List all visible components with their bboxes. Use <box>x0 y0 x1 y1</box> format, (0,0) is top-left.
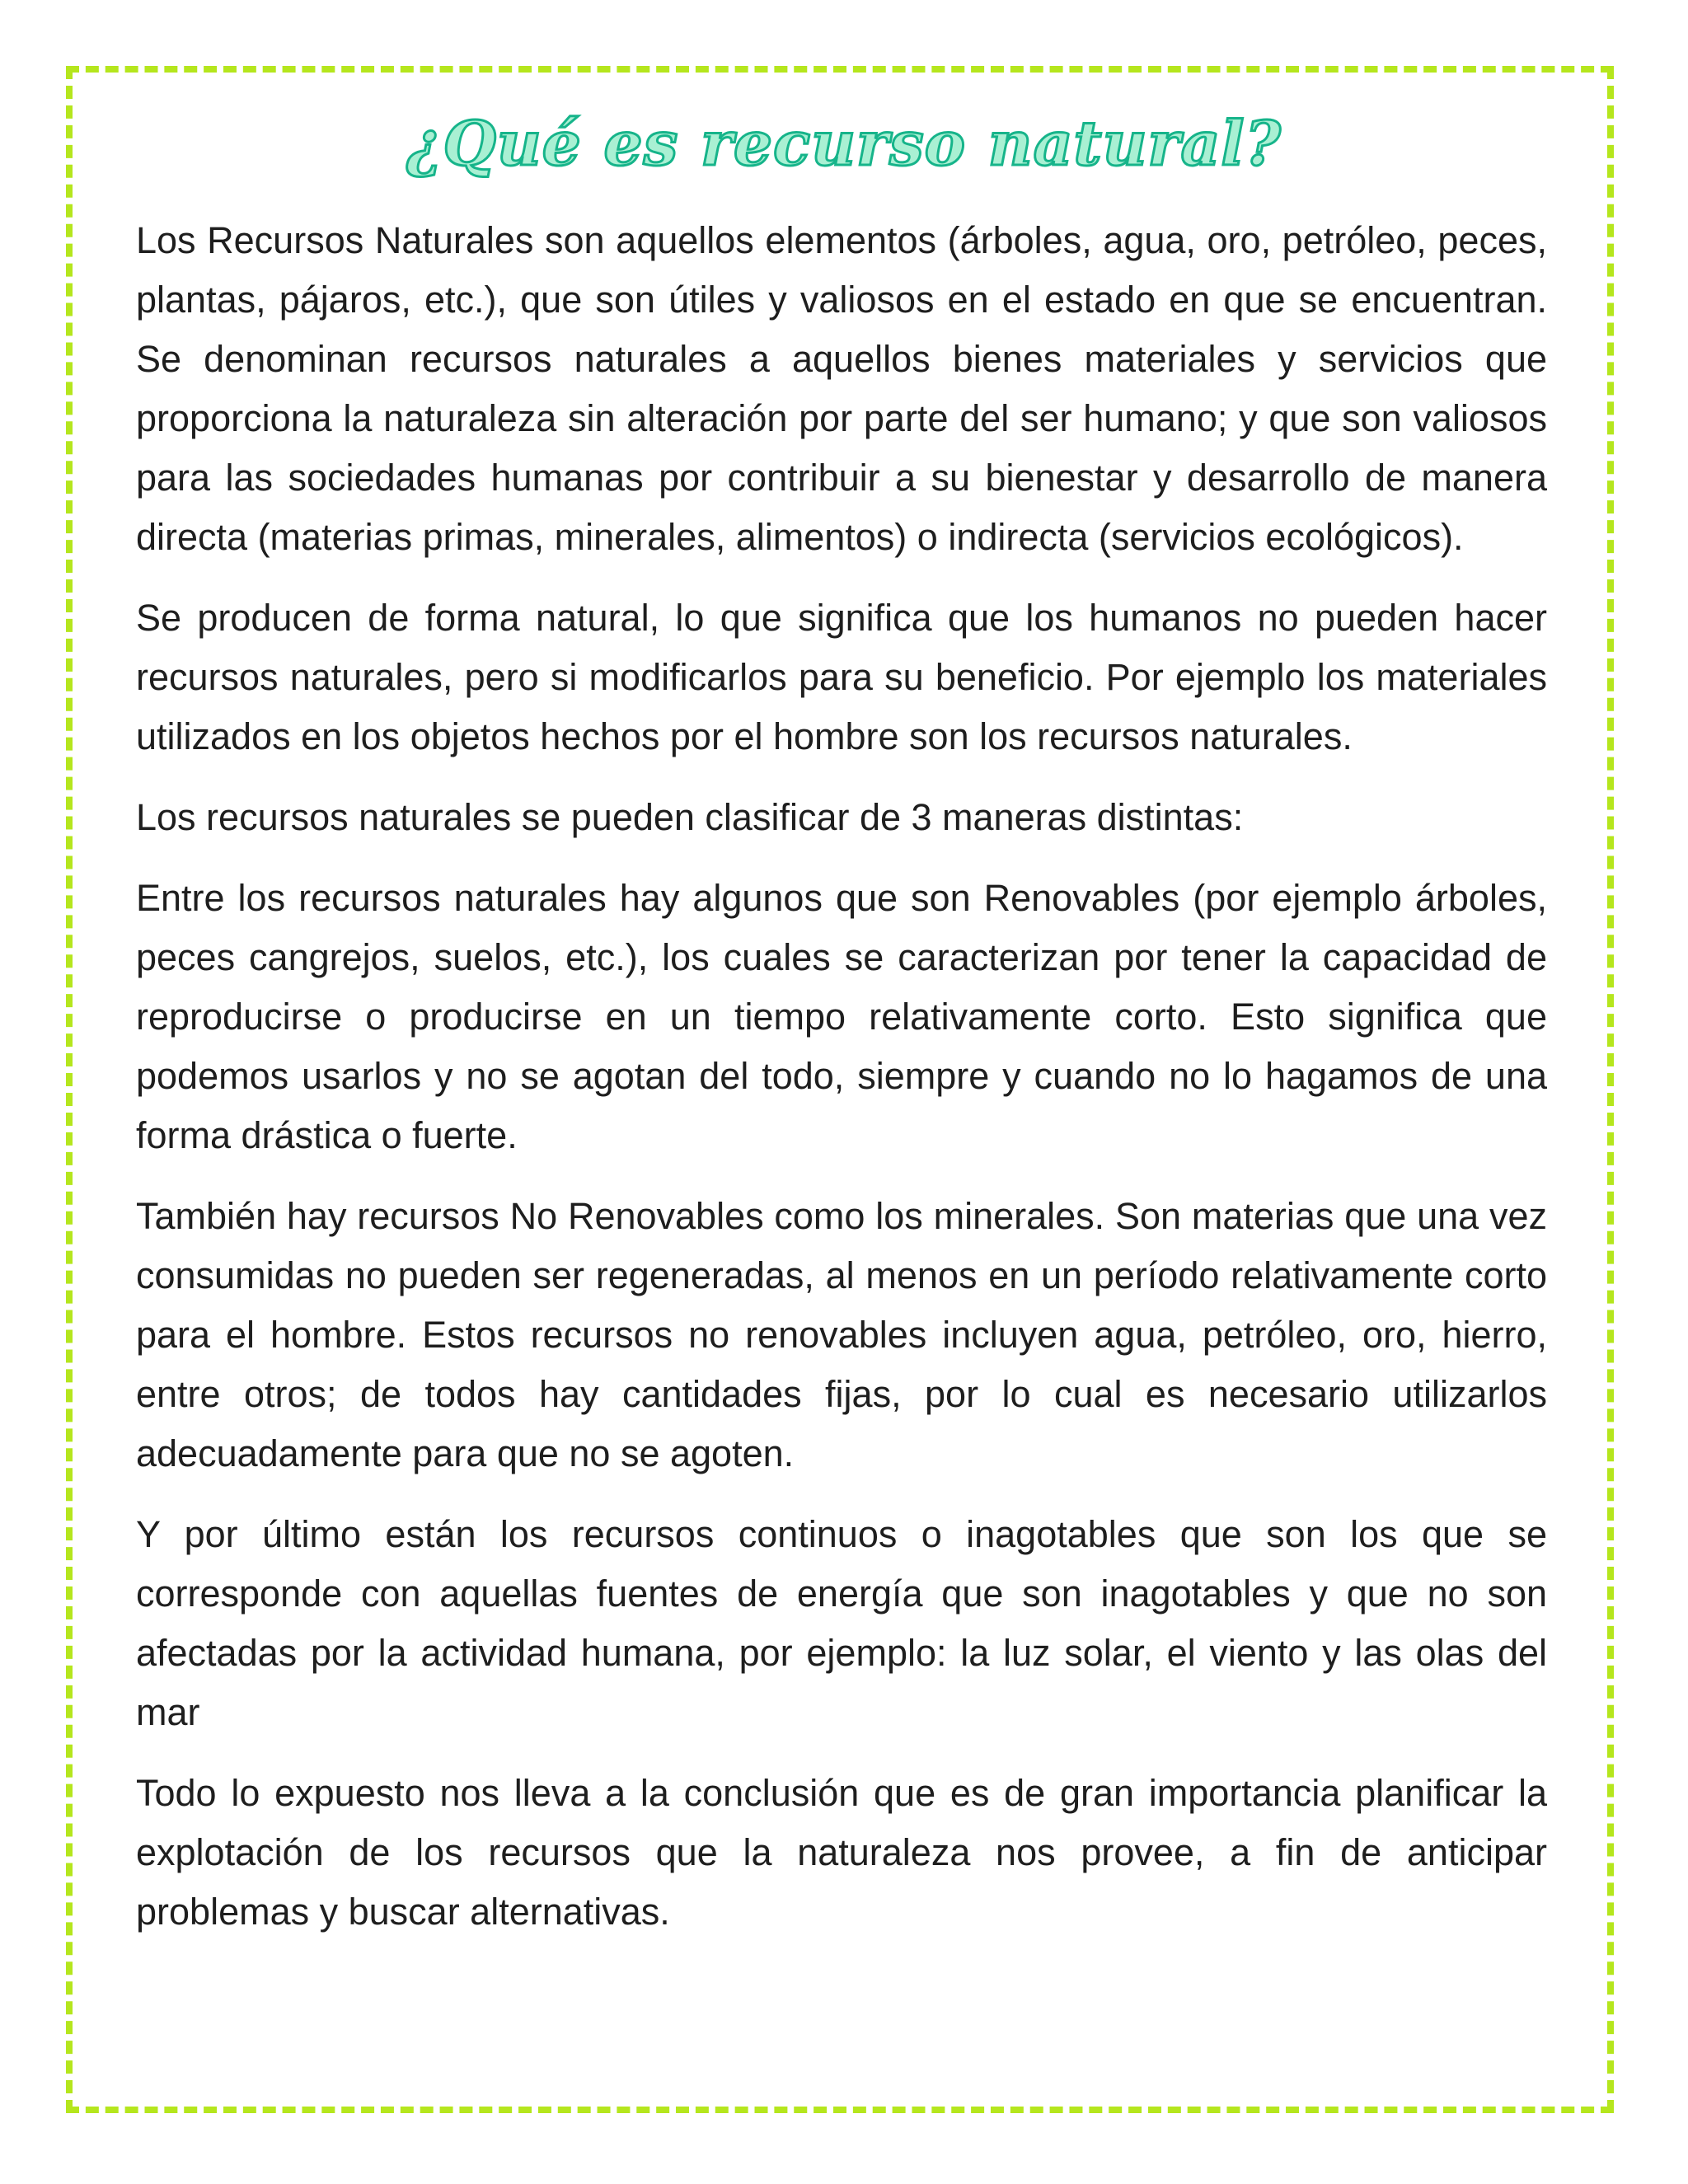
paragraph-classification-intro: Los recursos naturales se pueden clasificar de 3 maneras distintas: <box>136 796 1244 838</box>
document-body <box>136 211 1547 1963</box>
page-title: ¿Qué es recurso natural? <box>406 109 1282 180</box>
paragraph-conclusion: Todo lo expuesto nos lleva a la conclusión que es de gran importancia planificar la explotación de los recursos que la naturaleza nos provee, a fin de anticipar problemas y buscar alternativas. <box>136 1772 1547 1933</box>
paragraph-renewable: Entre los recursos naturales hay algunos que son Renovables (por ejemplo árboles, peces cangrejos, suelos, etc.), los cuales se caracterizan por tener la capacidad de reproducirse o producirse en un tiempo relativamente corto. Esto significa que podemos usarlos y no se agotan del todo, siempre y cuando no lo hagamos de una forma drástica o fuerte. <box>136 877 1547 1156</box>
paragraph-definition: Los Recursos Naturales son aquellos elementos (árboles, agua, oro, petróleo, peces, plantas, pájaros, etc.), que son útiles y valiosos en el estado en que se encuentran. Se denominan recursos naturales a aquellos bienes materiales y servicios que proporciona la naturaleza sin alteración por parte del ser humano; y que son valiosos para las sociedades humanas por contribuir a su bienestar y desarrollo de manera directa (materias primas, minerales, alimentos) o indirecta (servicios ecológicos). <box>136 219 1547 558</box>
paragraph-natural-origin: Se producen de forma natural, lo que significa que los humanos no pueden hacer recursos naturales, pero si modificarlos para su beneficio. Por ejemplo los materiales utilizados en los objetos hechos por el hombre son los recursos naturales. <box>136 597 1547 757</box>
paragraph-non-renewable: También hay recursos No Renovables como los minerales. Son materias que una vez consumidas no pueden ser regeneradas, al menos en un período relativamente corto para el hombre. Estos recursos no renovables incluyen agua, petróleo, oro, hierro, entre otros; de todos hay cantidades fijas, por lo cual es necesario utilizarlos adecuadamente para que no se agoten. <box>136 1195 1547 1474</box>
paragraph-inexhaustible: Y por último están los recursos continuos o inagotables que son los que se corresponde con aquellas fuentes de energía que son inagotables y que no son afectadas por la actividad humana, por ejemplo: la luz solar, el viento y las olas del mar <box>136 1513 1547 1733</box>
